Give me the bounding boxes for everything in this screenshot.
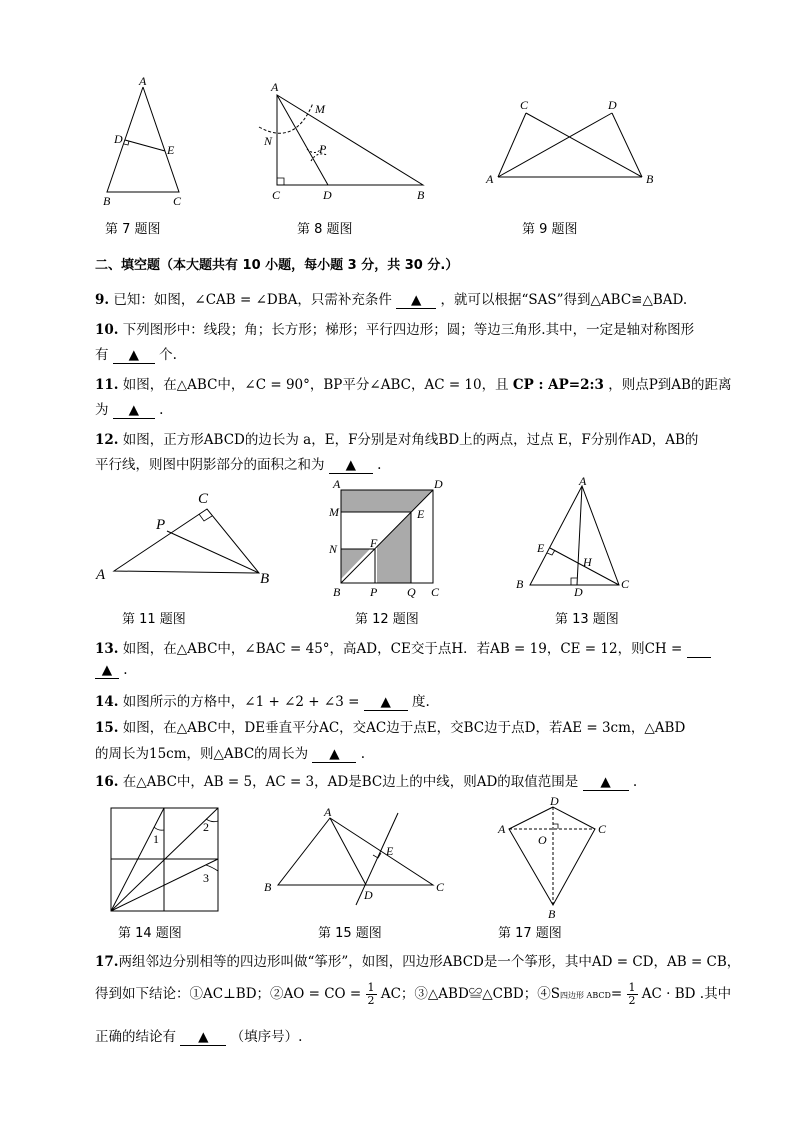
label-e: E [386,844,394,858]
figure-7 [95,75,195,210]
segment-ad [498,113,612,177]
q13-answer-blank[interactable]: ▲ [95,662,119,679]
label-e: E [537,541,545,555]
figure-15 [258,803,458,913]
right-angle-o [553,824,558,829]
label-e: E [167,143,175,157]
label-b: B [516,577,524,591]
q10-answer-blank[interactable]: ▲ [113,347,155,364]
q15-text2-end: . [360,746,366,762]
q17-answer-blank[interactable]: ▲ [180,1029,226,1046]
label-q: Q [407,585,416,599]
label-a: A [498,822,506,836]
bisector-bp [167,531,259,573]
q9-text-end: ，就可以根据“SAS”得到△ABC≌△BAD. [440,292,688,308]
label-n: N [264,134,273,148]
question-12-line2 [95,453,381,474]
label-a: A [486,172,494,186]
triangle-abc [278,818,433,885]
segment-bd [612,113,642,177]
q13-answer-blank-line[interactable] [687,641,711,658]
q15-text2: 的周长为15cm，则△ABC的周长为 [95,746,309,762]
figure-12 [325,475,455,600]
triangle-abc [530,486,619,585]
figure-11 [92,485,282,590]
q11-answer-blank[interactable]: ▲ [113,402,155,419]
q17-text3: 正确的结论有 [95,1029,176,1045]
question-15-line2 [95,742,365,763]
q9-number: 9. [95,292,110,308]
question-13-line2 [95,662,128,679]
caption-figure-13: 第 13 题图 [555,612,619,627]
label-a: A [271,80,279,94]
segment-ad [330,818,366,885]
arc-mn [259,103,313,133]
shade-right [377,512,411,583]
label-a: A [333,477,341,491]
q16-answer-blank[interactable]: ▲ [583,774,629,791]
triangle-acb [277,95,423,185]
q17-text2c: = [610,986,623,1002]
q17-text2a: 得到如下结论：①AC⊥BD；②AO = CO = [95,986,362,1002]
label-c: C [598,822,607,836]
label-b: B [103,194,111,208]
q14-text: 如图所示的方格中，∠1 + ∠2 + ∠3 = [122,694,360,710]
question-17 [95,950,740,970]
q17-text2d: AC · BD .其中 [641,986,732,1002]
caption-figure-8: 第 8 题图 [297,222,353,237]
label-a: A [324,805,332,819]
segment-bc [526,113,642,177]
figure-14 [100,803,230,915]
label-b: B [260,571,270,587]
question-17-line3 [95,1025,302,1046]
question-10 [95,318,694,338]
label-a: A [96,567,106,583]
altitude-ad [577,486,582,585]
label-d: D [364,888,373,902]
q9-answer-blank[interactable]: ▲ [396,292,436,309]
question-15 [95,716,685,736]
q12-number: 12. [95,432,119,448]
label-d: D [434,477,443,491]
q11-text-b: ，则点P到AB的距离 [608,377,732,393]
label-b: B [548,907,556,921]
caption-figure-14: 第 14 题图 [118,926,182,941]
q11-number: 11. [95,377,119,393]
question-13 [95,637,711,658]
label-h: H [583,555,592,569]
label-c: C [520,98,529,112]
figure-8 [255,75,435,210]
q15-number: 15. [95,720,119,736]
q17-subscript: 四边形 ABCD [560,991,611,1000]
label-c: C [173,194,182,208]
q12-answer-blank[interactable]: ▲ [329,457,373,474]
q12-text2: 平行线，则图中阴影部分的面积之和为 [95,457,325,473]
label-p: P [370,585,378,599]
caption-figure-7: 第 7 题图 [105,222,161,237]
q15-answer-blank[interactable]: ▲ [312,746,356,763]
q17-text: 两组邻边分别相等的四边形叫做“筝形”，如图，四边形ABCD是一个筝形，其中AD = CD，AB = CB， [118,954,741,970]
label-n: N [329,542,338,556]
q9-text: 已知：如图，∠CAB = ∠DBA，只需补充条件 [113,292,392,308]
q11-text2-end: . [159,402,164,418]
q13-text2-end: . [123,662,128,678]
question-11-line2 [95,398,163,419]
q15-text: 如图，在△ABC中，DE垂直平分AC，交AC边于点E，交BC边于点D，若AE = 3cm，△ABD [122,720,686,736]
q17-text2b: AC；③△ABD≌△CBD；④S [380,986,560,1002]
right-angle-c [199,514,212,521]
kite-abcd [509,807,595,905]
angle-label-1: 1 [153,832,159,846]
label-d: D [323,188,332,202]
question-10-line2 [95,343,177,364]
q14-number: 14. [95,694,119,710]
caption-figure-12: 第 12 题图 [355,612,419,627]
question-16 [95,770,637,791]
label-c: C [621,577,630,591]
q17-fraction-1: $\frac{1}{2}$ [367,981,375,1007]
label-b: B [333,585,341,599]
figure-13 [510,475,630,600]
right-angle-d [571,578,577,585]
q10-number: 10. [95,322,119,338]
q12-text: 如图，正方形ABCD的边长为 a，E，F分别是对角线BD上的两点，过点 E，F分别作AD，AB的 [122,432,699,448]
label-b: B [646,172,654,186]
caption-figure-9: 第 9 题图 [522,222,578,237]
caption-figure-15: 第 15 题图 [318,926,382,941]
perp-bisector-de [356,813,398,905]
q10-text: 下列图形中：线段；角；长方形；梯形；平行四边形；圆；等边三角形.其中，一定是轴对称图形 [122,322,695,338]
label-d: D [574,585,583,599]
q16-text: 在△ABC中，AB = 5，AC = 3，AD是BC边上的中线，则AD的取值范围是 [122,774,579,790]
q13-number: 13. [95,641,119,657]
caption-figure-17: 第 17 题图 [498,926,562,941]
question-12 [95,428,698,448]
question-9 [95,288,687,309]
right-angle-c [277,178,284,185]
segment-de [125,140,165,151]
q17-fraction-2: $\frac{1}{2}$ [628,981,636,1007]
section-heading: 二、填空题（本大题共有 10 小题，每小题 3 分，共 30 分.） [95,258,459,273]
q11-text2: 为 [95,402,109,418]
angle-label-2: 2 [203,820,209,834]
q16-number: 16. [95,774,119,790]
label-b: B [264,880,272,894]
label-m: M [315,102,325,116]
q17-number: 17. [95,954,119,970]
label-d: D [550,794,559,808]
caption-figure-11: 第 11 题图 [122,612,186,627]
angle-arc-1 [154,827,164,830]
label-d: D [114,132,123,146]
label-d: D [608,98,617,112]
q14-text-end: 度. [411,694,430,710]
q10-text2: 有 [95,347,109,363]
figure-9 [480,95,660,190]
q10-text2-end: 个. [159,347,177,363]
question-17-line2 [95,982,731,1007]
label-o: O [538,833,547,847]
label-p: P [319,142,327,156]
q13-text: 如图，在△ABC中，∠BAC = 45°，高AD，CE交于点H．若AB = 19，CE = 12，则CH = [122,641,683,657]
label-c: C [431,585,440,599]
label-c: C [272,188,281,202]
q17-text3-end: （填序号）. [230,1029,303,1045]
label-a: A [579,474,587,488]
label-a: A [139,74,147,88]
question-14 [95,690,430,711]
q11-ratio: CP : AP=2:3 [512,377,604,393]
q11-text: 如图，在△ABC中，∠C = 90°，BP平分∠ABC，AC = 10，且 [122,377,509,393]
label-m: M [329,505,339,519]
q16-text-end: . [632,774,638,790]
angle-label-3: 3 [203,871,209,885]
q12-text2-end: . [377,457,382,473]
figure-17 [495,795,620,920]
label-e: E [417,507,425,521]
label-f: F [370,536,378,550]
label-c: C [436,880,445,894]
label-c: C [198,491,209,507]
question-11 [95,373,731,393]
label-b: B [417,188,425,202]
q14-answer-blank[interactable]: ▲ [364,694,408,711]
segment-ac [498,113,526,177]
label-p: P [156,517,166,533]
